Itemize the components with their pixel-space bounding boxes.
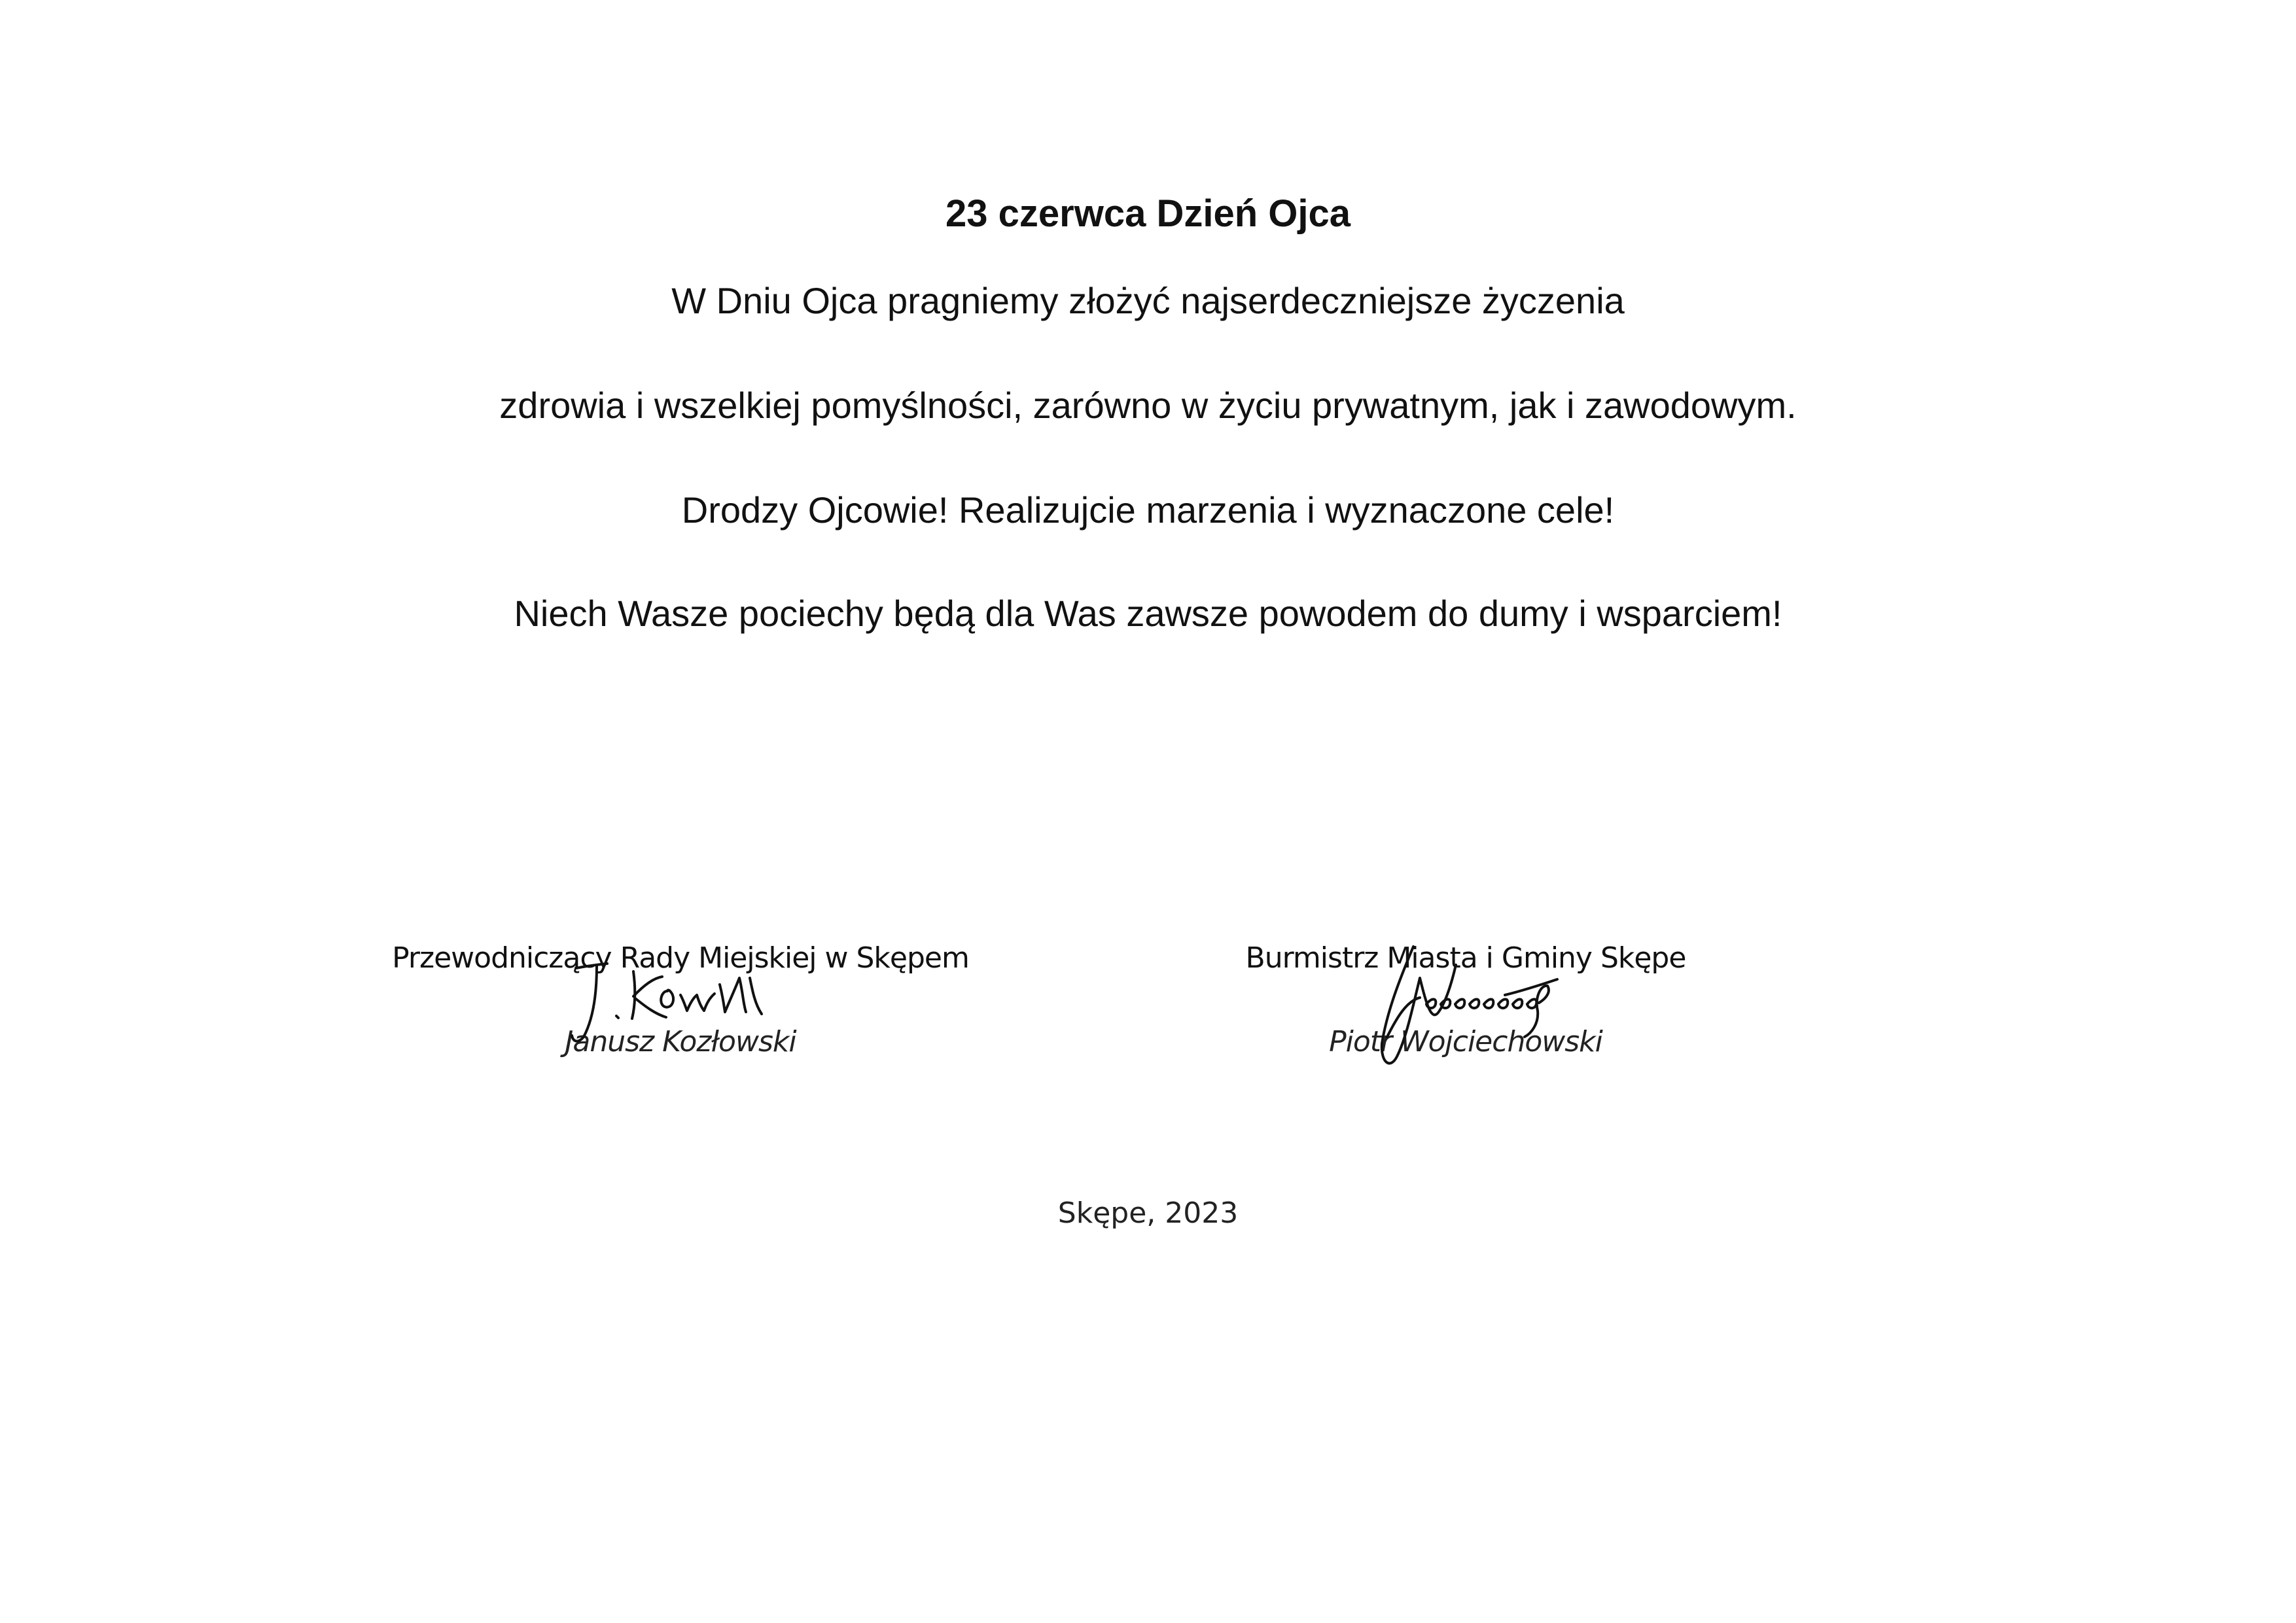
signatory-role: Przewodniczący Rady Miejskiej w Skępem <box>392 941 969 975</box>
signatory-role: Burmistrz Miasta i Gminy Skępe <box>1245 941 1686 975</box>
signatory-name: Piotr Wojciechowski <box>1329 1025 1602 1058</box>
signatory-name: Janusz Kozłowski <box>565 1025 796 1058</box>
greeting-line-3: Drodzy Ojcowie! Realizujcie marzenia i wyznaczone cele! <box>681 489 1615 531</box>
document-title: 23 czerwca Dzień Ojca <box>945 192 1351 235</box>
greeting-line-1: W Dniu Ojca pragniemy złożyć najserdeczniejsze życzenia <box>671 280 1625 321</box>
greeting-line-4: Niech Wasze pociechy będą dla Was zawsze powodem do dumy i wsparciem! <box>514 593 1782 634</box>
greeting-line-2: zdrowia i wszelkiej pomyślności, zarówno w życiu prywatnym, jak i zawodowym. <box>499 385 1797 426</box>
place-and-date: Skępe, 2023 <box>1057 1196 1239 1230</box>
